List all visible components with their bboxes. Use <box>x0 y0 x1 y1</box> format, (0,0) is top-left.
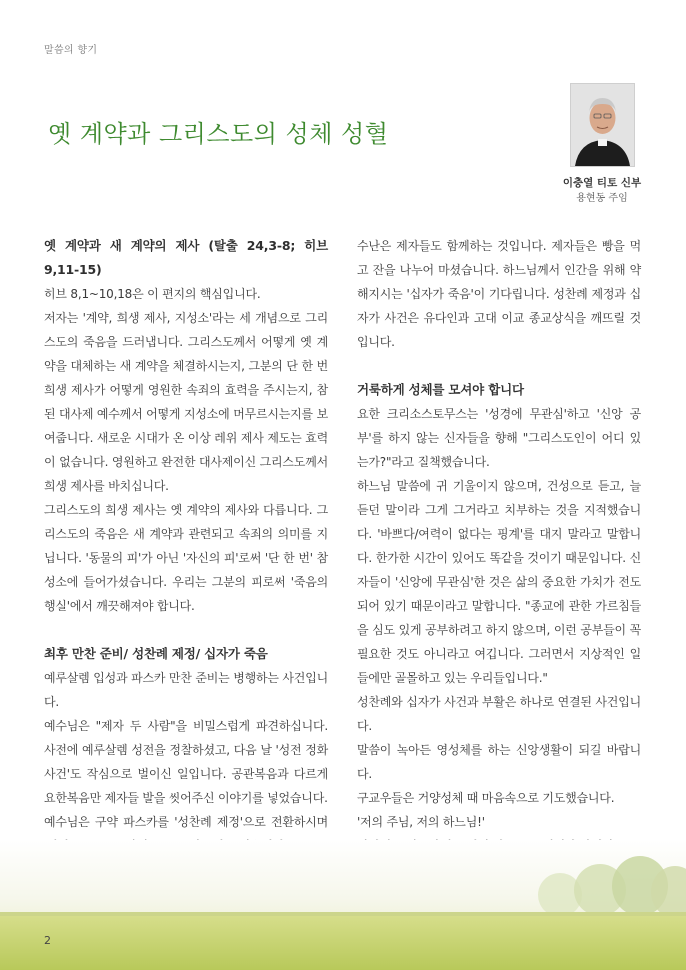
paragraph: 하느님 말씀에 귀 기울이지 않으며, 건성으로 듣고, 늘 듣던 말이라 그게 그거라고 치부하는 것을 지적했습니다. '바쁘다/여력이 없다는 핑계'를 대지 말라고 말합니다. 한가한 시간이 있어도 똑같을 것이기 때문입니다. 신자들이 '신앙에 무관심'한 것은 삶의 중요한 가치가 전도되어 있기 때문이라고 말합니다. "종교에 관한 가르침들을 심도 있게 공부하려고 하지 않으며, 이런 공부들이 꼭 필요한 것도 아니라고 여깁니다. 그러면서 지상적인 일들에만 골몰하고 있는 우리들입니다." <box>357 479 641 685</box>
paragraph: 예루살렘 입성과 파스카 만찬 준비는 병행하는 사건입니다. <box>44 671 328 709</box>
paragraph: 저자는 '계약, 희생 제사, 지성소'라는 세 개념으로 그리스도의 죽음을 드러냅니다. 그리스도께서 어떻게 옛 계약을 대체하는 새 계약을 체결하시는지, 그분의 단 한 번 희생 제사가 어떻게 영원한 속죄의 효력을 주시는지, 참된 대사제 예수께서 어떻게 지성소에 머무르시는지를 보여줍니다. 새로운 시대가 온 이상 레위 제사 제도는 효력이 없습니다. 영원하고 완전한 대사제이신 그리스도께서 희생 제사를 바치십니다. <box>44 311 328 493</box>
page-title: 옛 계약과 그리스도의 성체 성혈 <box>48 120 389 148</box>
paragraph: 히브 8,1~10,18은 이 편지의 핵심입니다. <box>44 287 261 301</box>
paragraph: 구교우들은 거양성체 때 마음속으로 기도했습니다. <box>357 791 615 805</box>
paragraph: '저의 주님, 저의 하느님!' <box>357 815 485 829</box>
page-number: 2 <box>44 934 51 947</box>
paragraph: 그리스도의 희생 제사는 옛 계약의 제사와 다릅니다. 그리스도의 죽음은 새 계약과 관련되고 속죄의 의미를 지닙니다. '동물의 피'가 아닌 '자신의 피'로써 '단 한 번' 참 성소에 들어가셨습니다. 우리는 그분의 피로써 '죽음의 행실'에서 깨끗해져야 합니다. <box>44 503 328 613</box>
field-background-image <box>0 840 686 970</box>
author-name: 이충열 티토 신부 <box>562 177 642 189</box>
paragraph: 성찬례와 십자가 사건과 부활은 하나로 연결된 사건입니다. <box>357 695 641 733</box>
paragraph: 예수님은 구약 파스카를 '성찬례 제정'으로 전환하시며 <box>44 815 328 829</box>
author-role: 용현동 주임 <box>576 193 628 204</box>
right-column <box>357 234 641 859</box>
section-heading: 거룩하게 성체를 모셔야 합니다 <box>357 382 524 397</box>
section-label: 말씀의 향기 <box>44 45 98 56</box>
section-heading: 옛 계약과 새 계약의 제사 (탈출 24,3-8; 히브 9,11-15) <box>44 238 328 277</box>
paragraph: 말씀이 녹아든 영성체를 하는 신앙생활이 되길 바랍니다. <box>357 743 641 781</box>
left-column <box>44 234 328 858</box>
paragraph: 요한 크리소스토무스는 '성경에 무관심'하고 '신앙 공부'를 하지 않는 신자들을 향해 "그리스도인이 어디 있는가?"라고 질책했습니다. <box>357 407 641 469</box>
paragraph: 수난은 제자들도 함께하는 것입니다. 제자들은 빵을 먹고 잔을 나누어 마셨습니다. 하느님께서 인간을 위해 약해지시는 '십자가 죽음'이 기다립니다. 성찬례 제정과 십자가 사건은 유다인과 고대 이교 종교상식을 깨뜨릴 것입니다. <box>357 239 641 349</box>
section-heading: 최후 만찬 준비/ 성찬례 제정/ 십자가 죽음 <box>44 646 268 661</box>
paragraph: 예수님은 "제자 두 사람"을 비밀스럽게 파견하십니다. 사전에 예루살렘 성전을 정찰하셨고, 다음 날 '성전 정화 사건'도 작심으로 벌이신 일입니다. 공관복음과 다르게 요한복음만 제자들 발을 씻어주신 이야기를 넣었습니다. <box>44 719 328 805</box>
author-photo <box>570 83 635 167</box>
priest-portrait-image <box>571 84 634 166</box>
